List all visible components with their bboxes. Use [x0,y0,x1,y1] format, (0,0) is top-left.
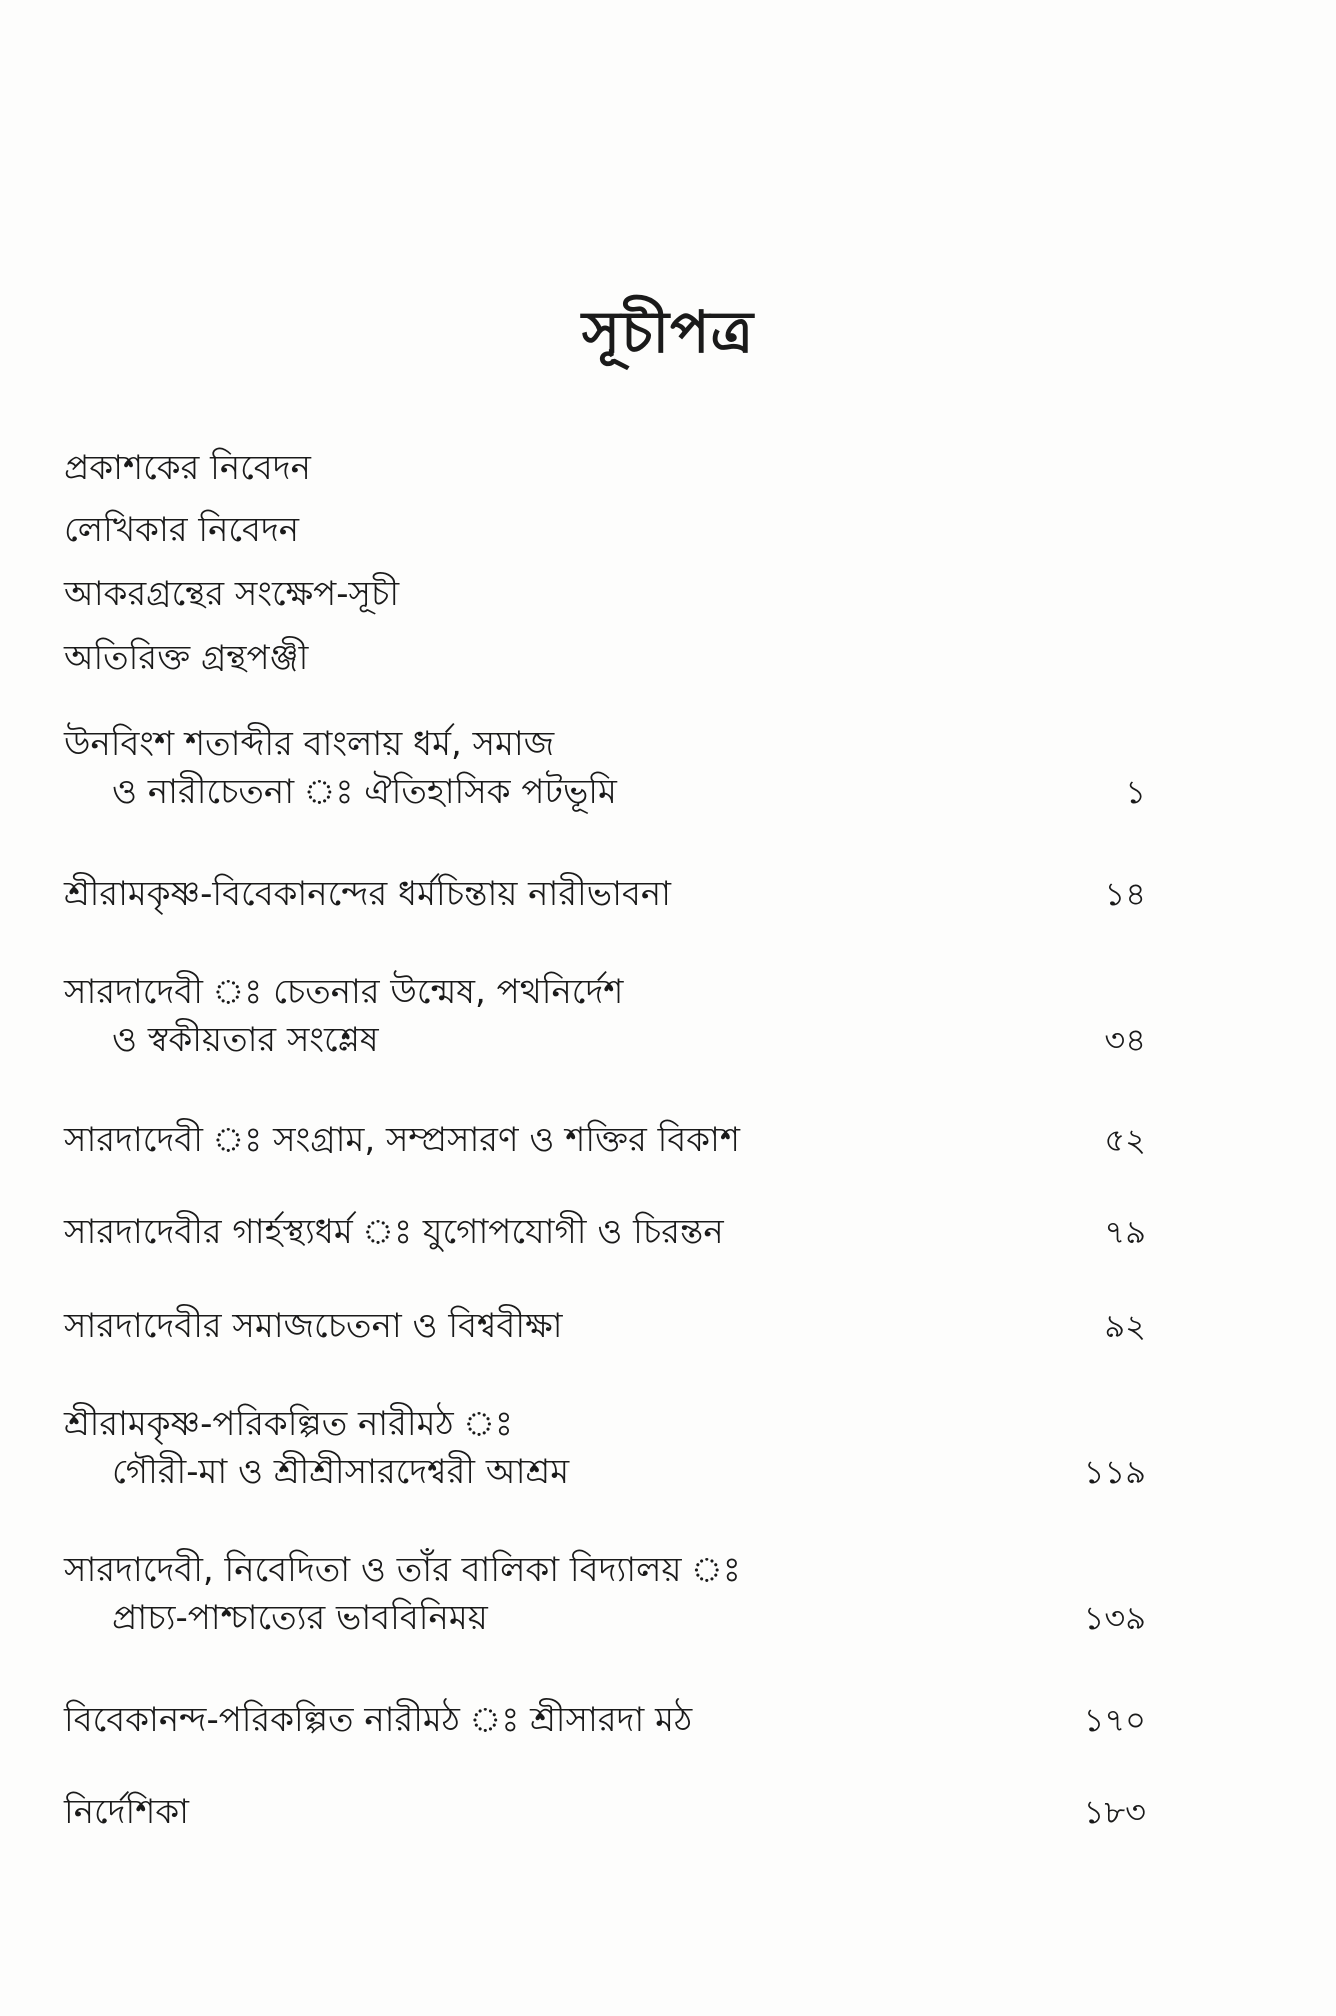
toc-entry-title: শ্রীরামকৃষ্ণ-বিবেকানন্দের ধর্মচিন্তায় নারীভাবনা [64,874,672,914]
toc-entry-page-number: ৭৯ [1104,1213,1146,1251]
toc-entry-title-continued: ও নারীচেতনা ঃ ঐতিহাসিক পটভূমি [112,772,617,812]
front-matter-item-author-note: লেখিকার নিবেদন [64,510,300,550]
front-matter-item-publisher-note: প্রকাশকের নিবেদন [64,448,311,488]
toc-entry-page-number: ১৮৩ [1083,1793,1146,1831]
page-title: সূচীপত্র [581,298,755,366]
toc-entry [64,1208,1146,1256]
toc-entry-page-number: ১৭০ [1083,1701,1146,1739]
toc-entry-title: নির্দেশিকা [64,1792,190,1832]
toc-entry-page-number: ১৩৯ [1083,1599,1146,1637]
toc-entry-title: সারদাদেবী, নিবেদিতা ও তাঁর বালিকা বিদ্যালয় ঃ [64,1550,741,1590]
toc-entry-page-number: ৯২ [1104,1307,1146,1345]
front-matter-item-source-abbreviations: আকরগ্রন্থের সংক্ষেপ-সূচী [64,574,400,614]
toc-entry [64,1696,1146,1744]
toc-entry [64,720,1146,816]
toc-entry [64,1400,1146,1496]
toc-entry-title: শ্রীরামকৃষ্ণ-পরিকল্পিত নারীমঠ ঃ [64,1404,514,1444]
toc-entry-title: সারদাদেবী ঃ চেতনার উন্মেষ, পথনির্দেশ [64,972,624,1012]
toc-entry [64,870,1146,918]
toc-entry-title: সারদাদেবীর গার্হস্থ্যধর্ম ঃ যুগোপযোগী ও চিরন্তন [64,1212,724,1252]
front-matter-item-bibliography: অতিরিক্ত গ্রন্থপঞ্জী [64,638,309,678]
toc-entry [64,1116,1146,1164]
toc-entry-title-continued: প্রাচ্য-পাশ্চাত্যের ভাববিনিময় [112,1598,488,1638]
toc-entry [64,968,1146,1064]
toc-entry-title-continued: ও স্বকীয়তার সংশ্লেষ [112,1020,379,1060]
toc-entry-page-number: ৫২ [1104,1121,1146,1159]
toc-entry-page-number: ১৪ [1104,875,1146,913]
toc-entry-title: সারদাদেবী ঃ সংগ্রাম, সম্প্রসারণ ও শক্তির বিকাশ [64,1120,741,1160]
toc-entry-title: উনবিংশ শতাব্দীর বাংলায় ধর্ম, সমাজ [64,724,555,764]
toc-entry-page-number: ১ [1125,773,1146,811]
toc-entry-title: সারদাদেবীর সমাজচেতনা ও বিশ্ববীক্ষা [64,1306,563,1346]
toc-entry-page-number: ৩৪ [1104,1021,1146,1059]
toc-entry [64,1546,1146,1642]
toc-entry [64,1788,1146,1836]
toc-entry-title-continued: গৌরী-মা ও শ্রীশ্রীসারদেশ্বরী আশ্রম [112,1452,570,1492]
toc-entry [64,1302,1146,1350]
toc-entry-page-number: ১১৯ [1083,1453,1146,1491]
toc-entry-title: বিবেকানন্দ-পরিকল্পিত নারীমঠ ঃ শ্রীসারদা মঠ [64,1700,693,1740]
